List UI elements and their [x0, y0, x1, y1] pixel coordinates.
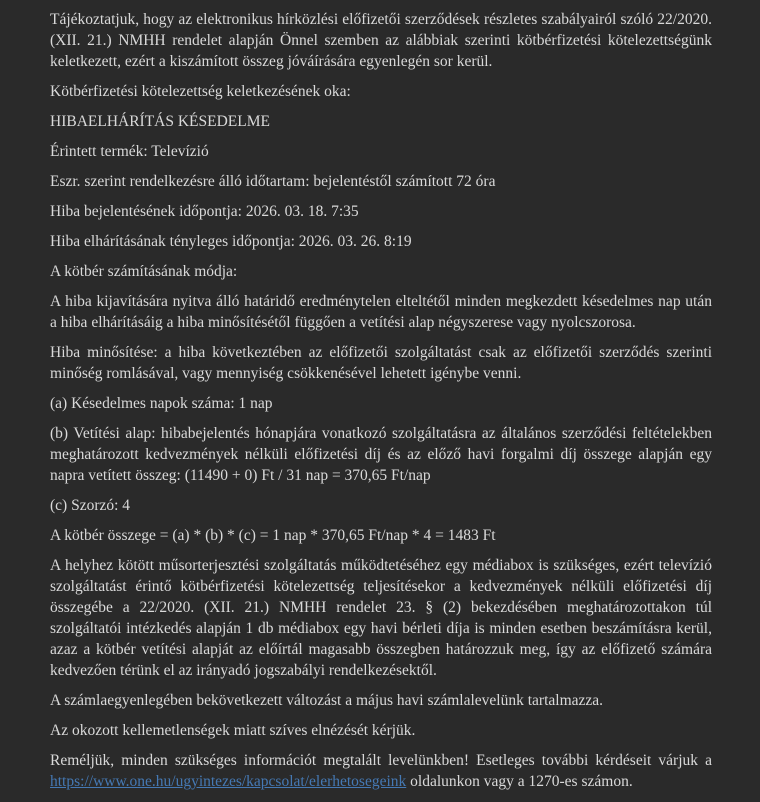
- contact-page-link[interactable]: https://www.one.hu/ugyintezes/kapcsolat/elerhetosegeink: [50, 773, 407, 790]
- paragraph-balance-note: A számlaegyenlegében bekövetkezett változást a május havi számlalevelünk tartalmazza.: [50, 692, 604, 709]
- paragraph-reason-label: Kötbérfizetési kötelezettség keletkezésének oka:: [50, 83, 351, 100]
- paragraph-intro: Tájékoztatjuk, hogy az elektronikus hírközlési előfizetői szerződések részletes szabályairól szóló 22/2020. (XII. 21.) NMHH rendelet alapján Önnel szemben az alábbiak szerinti kötbérfizetési kötelezettségünk keletkezett, ezért a kiszámított összeg jóváírására egyenlegén sor kerül.: [50, 11, 712, 70]
- paragraph-penalty-total: A kötbér összege = (a) * (b) * (c) = 1 nap * 370,65 Ft/nap * 4 = 1483 Ft: [50, 527, 496, 544]
- heading-fault-delay: HIBAELHÁRÍTÁS KÉSEDELME: [50, 113, 270, 130]
- paragraph-fix-time: Hiba elhárításának tényleges időpontja: 2026. 03. 26. 8:19: [50, 233, 412, 250]
- paragraph-calc-rule: A hiba kijavítására nyitva álló határidő eredménytelen elteltétől minden megkezdett késedelmes nap után a hiba elhárításáig a hiba minősítésétől függően a vetítési alap négyszerese vagy nyolcszorosa.: [50, 293, 712, 331]
- paragraph-affected-product: Érintett termék: Televízió: [50, 143, 209, 160]
- closing-text-before-link: Reméljük, minden szükséges információt megtalált levelünkben! Esetleges további kérdéseit várjuk a: [50, 752, 712, 769]
- paragraph-report-time: Hiba bejelentésének időpontja: 2026. 03. 18. 7:35: [50, 203, 359, 220]
- paragraph-closing: [50, 750, 712, 792]
- paragraph-item-a-days: (a) Késedelmes napok száma: 1 nap: [50, 395, 273, 412]
- closing-text-after-link: oldalunkon vagy a 1270-es számon.: [406, 773, 633, 790]
- paragraph-fault-classification: Hiba minősítése: a hiba következtében az előfizetői szolgáltatást csak az előfizetői szerződés szerinti minőség romlásával, vagy mennyiség csökkenésével lehetett igénybe venni.: [50, 344, 712, 382]
- paragraph-calc-label: A kötbér számításának módja:: [50, 263, 238, 280]
- paragraph-sla-time: Eszr. szerint rendelkezésre álló időtartam: bejelentéstől számított 72 óra: [50, 173, 496, 190]
- paragraph-item-c-multiplier: (c) Szorzó: 4: [50, 497, 131, 514]
- paragraph-mediabox-note: A helyhez kötött műsorterjesztési szolgáltatás működtetéséhez egy médiabox is szükséges, ezért televízió szolgáltatást érintő kötbérfizetési kötelezettség teljesítésekor a kedvezmények nélküli előfizetési díj összegébe a 22/2020. (XII. 21.) NMHH rendelet 23. § (2) bekezdésében meghatározottakon túl szolgáltatói intézkedés alapján 1 db médiabox egy havi bérleti díja is minden esetben beszámításra kerül, azaz a kötbér vetítési alapját az előírtál magasabb összegben határozzuk meg, így az előfizető számára kedvezően térünk el az irányadó jogszabályi rendelkezésektől.: [50, 557, 712, 679]
- paragraph-apology: Az okozott kellemetlenségek miatt szíves elnézését kérjük.: [50, 722, 416, 739]
- paragraph-item-b-base: (b) Vetítési alap: hibabejelentés hónapjára vonatkozó szolgáltatásra az általános szerződési feltételekben meghatározott kedvezmények nélküli előfizetési díj és az előző havi forgalmi díj összege alapján egy napra vetített összeg: (11490 + 0) Ft / 31 nap = 370,65 Ft/nap: [50, 425, 712, 484]
